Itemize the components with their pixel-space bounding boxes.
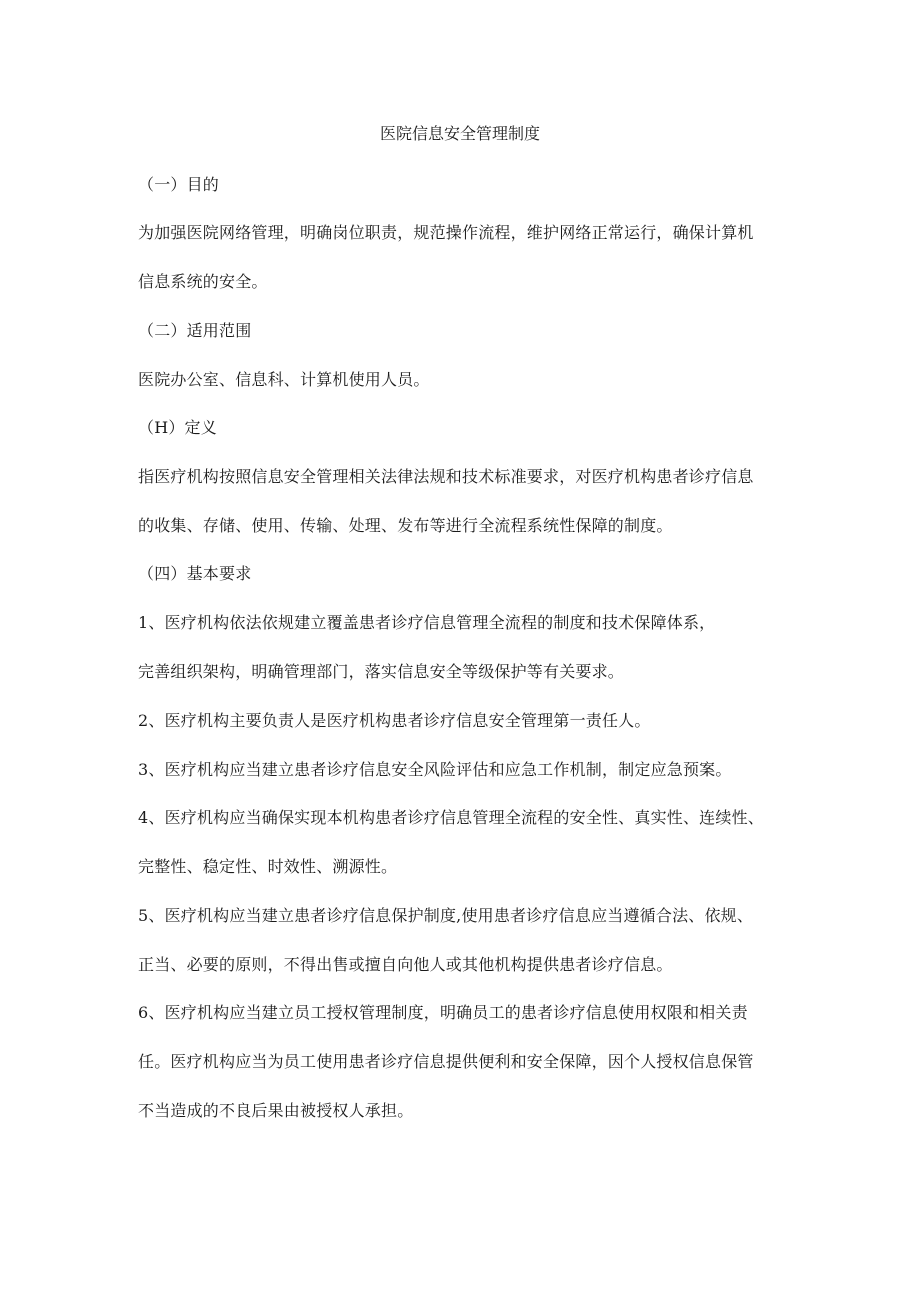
- list-item-line: 4、医疗机构应当确保实现本机构患者诊疗信息管理全流程的安全性、真实性、连续性、: [138, 808, 764, 827]
- list-item-line: 完善组织架构，明确管理部门，落实信息安全等级保护等有关要求。: [138, 662, 625, 681]
- paragraph-line: 信息系统的安全。: [138, 272, 268, 291]
- list-item-line: 不当造成的不良后果由被授权人承担。: [138, 1101, 414, 1120]
- list-item-line: 2、医疗机构主要负责人是医疗机构患者诊疗信息安全管理第一责任人。: [138, 711, 651, 730]
- paragraph-line: 的收集、存储、使用、传输、处理、发布等进行全流程系统性保障的制度。: [138, 516, 673, 535]
- list-item-line: 完整性、稳定性、时效性、溯源性。: [138, 857, 398, 876]
- paragraph-line: 指医疗机构按照信息安全管理相关法律法规和技术标准要求，对医疗机构患者诊疗信息: [138, 467, 754, 486]
- paragraph-line: 为加强医院网络管理，明确岗位职责，规范操作流程，维护网络正常运行，确保计算机: [138, 223, 754, 242]
- list-item-line: 6、医疗机构应当建立员工授权管理制度，明确员工的患者诊疗信息使用权限和相关责: [138, 1003, 748, 1022]
- paragraph-line: 医院办公室、信息科、计算机使用人员。: [138, 370, 430, 389]
- list-item-line: 3、医疗机构应当建立患者诊疗信息安全风险评估和应急工作机制，制定应急预案。: [138, 760, 732, 779]
- section-heading-purpose: （一）目的: [138, 175, 220, 194]
- section-heading-scope: （二）适用范围: [138, 321, 252, 340]
- section-heading-definition: （H）定义: [138, 418, 217, 437]
- list-item-line: 5、医疗机构应当建立患者诊疗信息保护制度,使用患者诊疗信息应当遵循合法、依规、: [138, 906, 754, 925]
- section-heading-requirements: （四）基本要求: [138, 564, 252, 583]
- list-item-line: 1、医疗机构依法依规建立覆盖患者诊疗信息管理全流程的制度和技术保障体系，: [138, 613, 716, 632]
- document-title: 医院信息安全管理制度: [379, 124, 540, 143]
- list-item-line: 任。医疗机构应当为员工使用患者诊疗信息提供便利和安全保障，因个人授权信息保管: [138, 1052, 754, 1071]
- list-item-line: 正当、必要的原则，不得出售或擅自向他人或其他机构提供患者诊疗信息。: [138, 955, 673, 974]
